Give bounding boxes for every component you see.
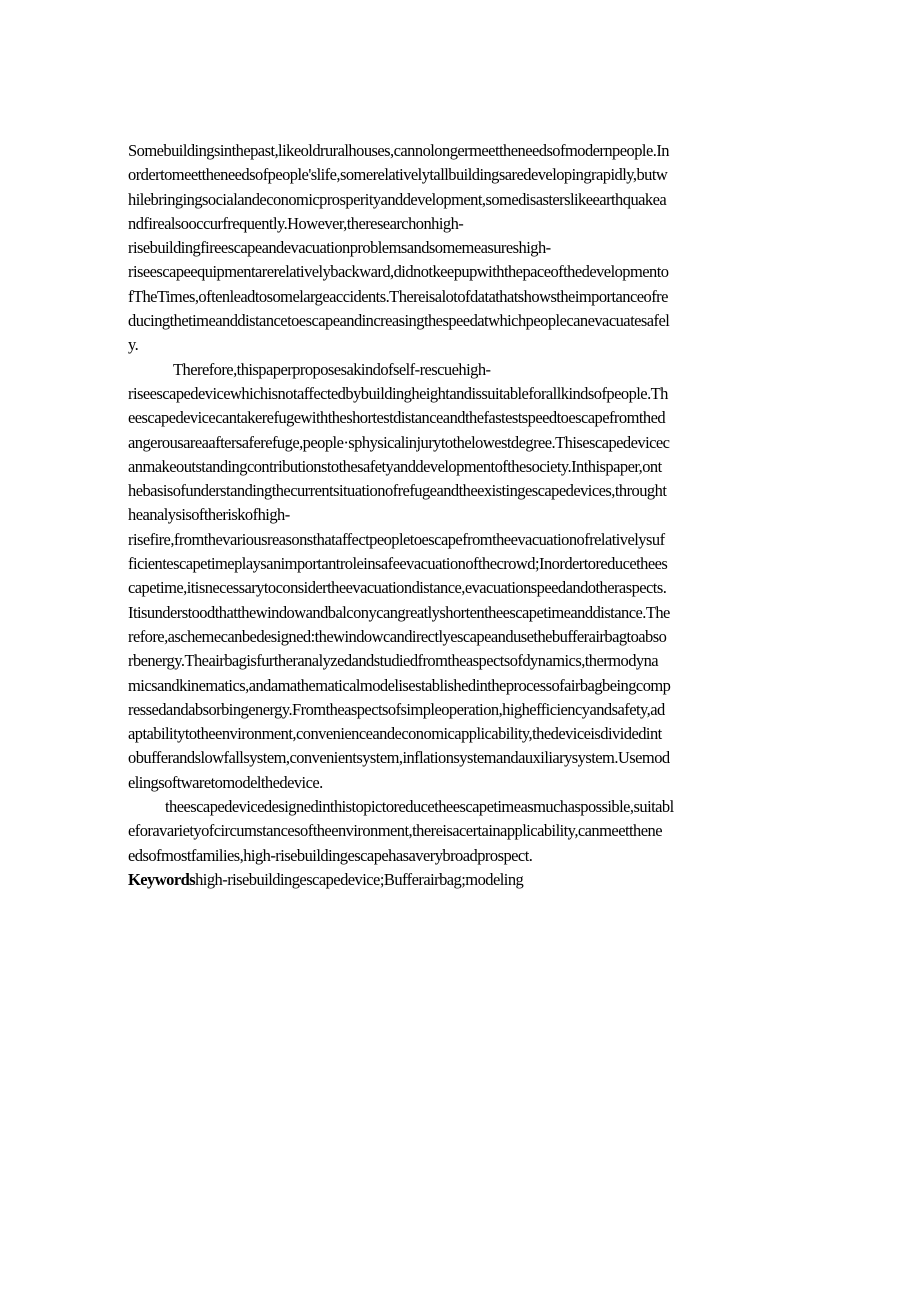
abstract-line: hebasisofunderstandingthecurrentsituationofrefugeandtheexistingescapedevices,throught [128,481,667,501]
abstract-line: risebuildingfireescapeandevacuationproblemsandsomemeasureshigh- [128,238,551,258]
abstract-line: angerousareaaftersaferefuge,people·sphysicalinjurytothelowestdegree.Thisescapedevicec [128,432,670,452]
abstract-line: eforavarietyofcircumstancesoftheenvironment,thereisacertainapplicability,canmeetthene [128,821,662,841]
abstract-text [128,139,793,892]
abstract-line: edsofmostfamilies,high-risebuildingescapehasaverybroadprospect. [128,845,533,865]
abstract-line: hilebringingsocialandeconomicprosperityanddevelopment,somedisasterslikeearthquakea [128,189,667,209]
abstract-line: ndfirealsooccurfrequently.However,theresearchonhigh- [128,213,464,233]
abstract-line: riseescapedevicewhichisnotaffectedbybuildingheightandissuitableforallkindsofpeople.Th [128,383,668,403]
abstract-line: heanalysisoftheriskofhigh- [128,505,290,525]
abstract-line: Itisunderstoodthatthewindowandbalconycangreatlyshortentheescapetimeanddistance.The [128,602,670,622]
abstract-line: fTheTimes,oftenleadtosomelargeaccidents.Thereisalotofdatathatshowstheimportanceofre [128,286,668,306]
abstract-line: obufferandslowfallsystem,convenientsystem,inflationsystemandauxiliarysystem.Usemod [128,748,670,768]
abstract-line: elingsoftwaretomodelthedevice. [128,772,323,792]
keywords-line [128,868,793,892]
abstract-line: ordertomeettheneedsofpeople'slife,somerelativelytallbuildingsaredevelopingrapidly,butw [128,165,668,185]
keywords-text: high-risebuildingescapedevice;Bufferairbag;modeling [195,869,524,889]
abstract-line: ducingthetimeanddistancetoescapeandincreasingthespeedatwhichpeoplecanevacuatesafel [128,311,670,331]
abstract-line: y. [128,335,139,355]
abstract-line: theescapedevicedesignedinthistopictoreducetheescapetimeasmuchaspossible,suitabl [165,797,674,817]
abstract-line: micsandkinematics,andamathematicalmodelisestablishedintheprocessofairbagbeingcomp [128,675,671,695]
abstract-line: aptabilitytotheenvironment,convenienceandeconomicapplicability,thedeviceisdividedint [128,724,662,744]
abstract-line: ficientescapetimeplaysanimportantroleinsafeevacuationofthecrowd;Inordertoreducethees [128,554,668,574]
abstract-line: Somebuildingsinthepast,likeoldruralhouses,cannolongermeettheneedsofmodernpeople.In [128,141,669,160]
abstract-line: eescapedevicecantakerefugewiththeshortestdistanceandthefastestspeedtoescapefromthed [128,408,666,428]
abstract-line: capetime,itisnecessarytoconsidertheevacuationdistance,evacuationspeedandotheraspects. [128,578,667,598]
abstract-line: refore,aschemecanbedesigned:thewindowcandirectlyescapeandusethebufferairbagtoabso [128,626,667,646]
abstract-line: riseescapeequipmentarerelativelybackward,didnotkeepupwiththepaceofthedevelopmento [128,262,669,282]
abstract-line: ressedandabsorbingenergy.Fromtheaspectsofsimpleoperation,highefficiencyandsafety,ad [128,699,665,719]
abstract-line: anmakeoutstandingcontributionstothesafetyanddevelopmentofthesociety.Inthispaper,ont [128,456,662,476]
abstract-line: Therefore,thispaperproposesakindofself-rescuehigh- [173,359,491,379]
abstract-line: rbenergy.Theairbagisfurtheranalyzedandstudiedfromtheaspectsofdynamics,thermodyna [128,651,659,671]
abstract-line: risefire,fromthevariousreasonsthataffectpeopletoescapefromtheevacuationofrelativelysuf [128,529,665,549]
keywords-label: Keywords [128,869,196,889]
